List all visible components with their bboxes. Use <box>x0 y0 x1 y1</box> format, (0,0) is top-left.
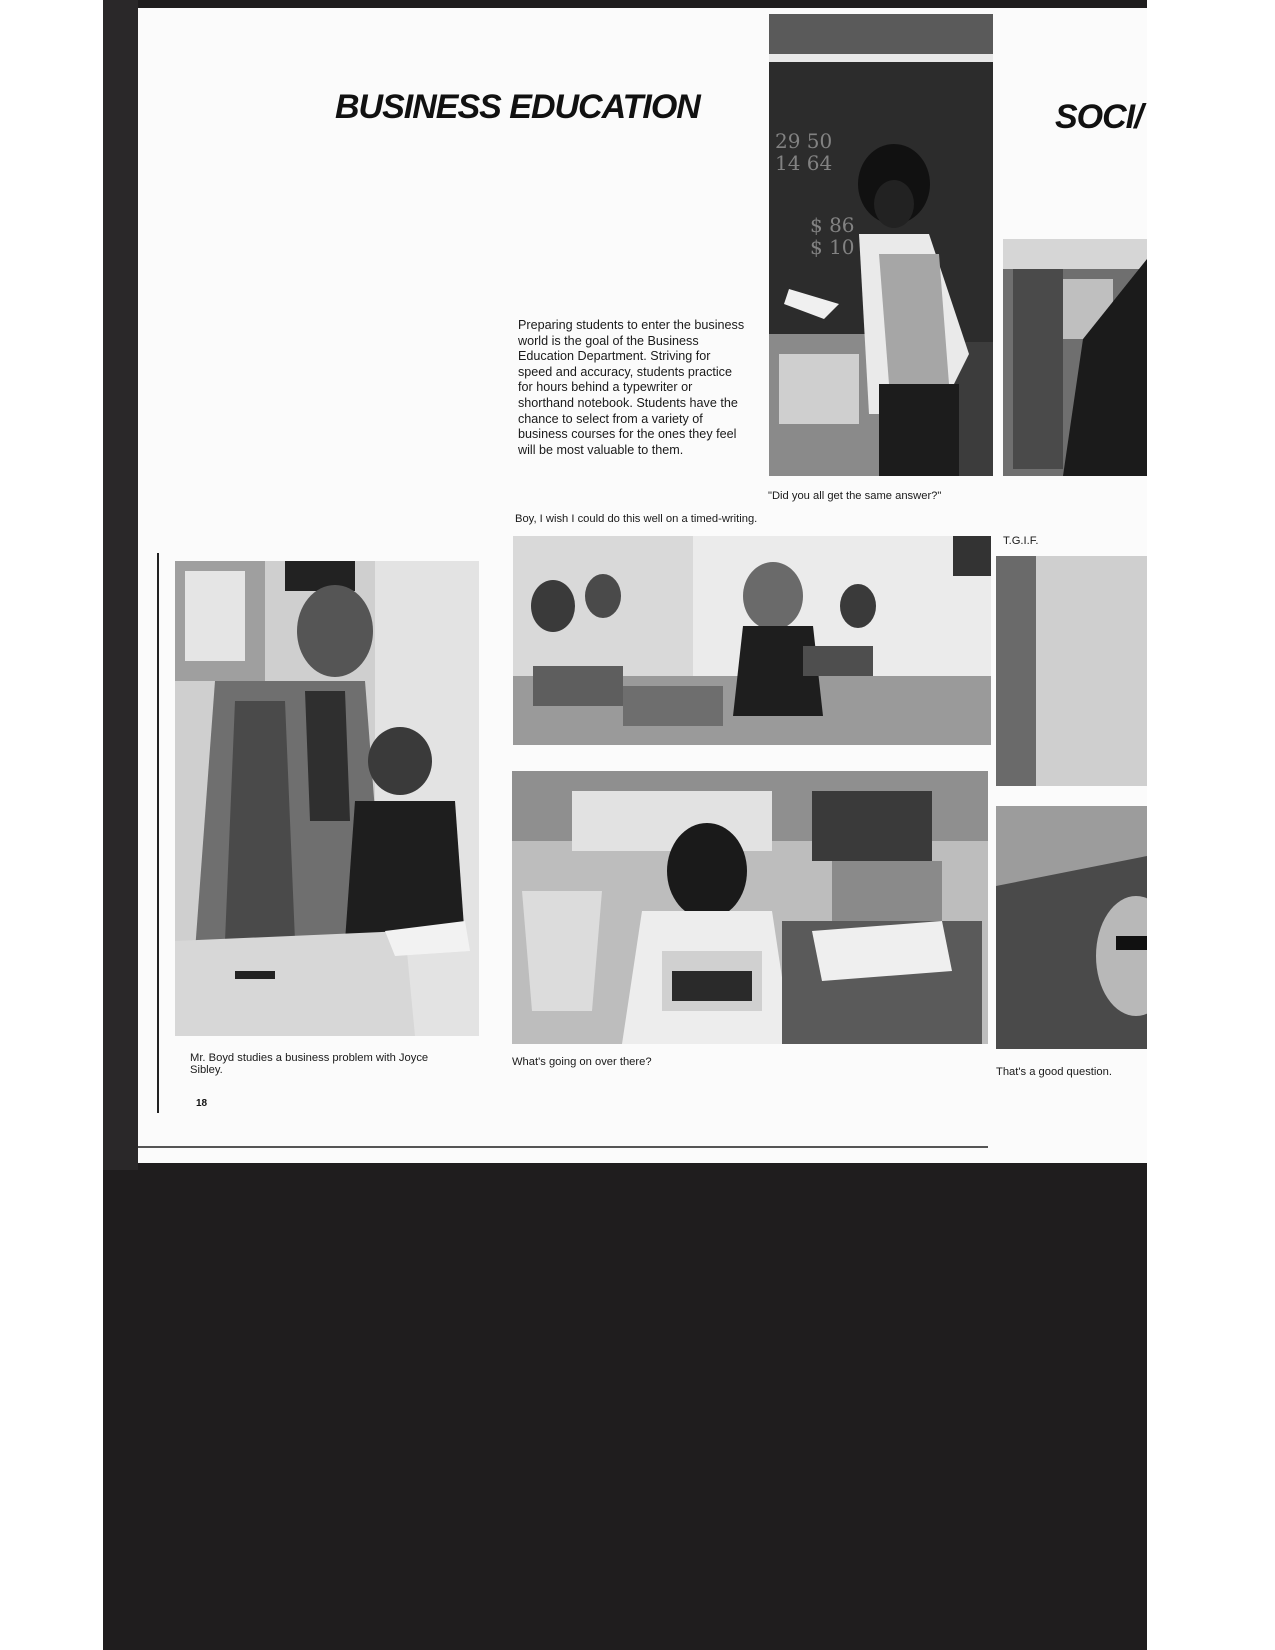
hallway-photo <box>1003 239 1147 476</box>
facing-section-title: SOCI/ <box>1055 98 1143 136</box>
mr-boyd-caption: Mr. Boyd studies a business problem with Joyce Sibley. <box>190 1052 429 1076</box>
section-title: BUSINESS EDUCATION <box>335 88 700 126</box>
timed-writing-class-photo <box>513 536 991 745</box>
chalkboard-text <box>775 130 855 258</box>
intro-paragraph: Preparing students to enter the business world is the goal of the Business Education Department. Striving for speed and accuracy, students practice for hours behind a typewriter or shorthand notebook. Students have the chance to select from a variety of business courses for the ones they feel will be most valuable to them. <box>518 318 745 457</box>
timed-writing-caption: Boy, I wish I could do this well on a timed-writing. <box>515 513 758 525</box>
chalkboard-line-4: $ 10 <box>810 235 855 259</box>
student-thinking-caption: That's a good question. <box>996 1066 1112 1078</box>
page-edge-line <box>157 553 159 1113</box>
student-thinking-photo <box>996 556 1147 1049</box>
page-number: 18 <box>196 1098 208 1109</box>
girl-at-adding-machine-photo <box>512 771 988 1044</box>
mr-boyd-with-student-photo <box>175 561 479 1036</box>
chalkboard-line-1: 29 50 <box>775 129 833 153</box>
chalkboard-line-3: $ 86 <box>810 213 855 237</box>
page-bottom-edge <box>138 1146 988 1148</box>
hallway-caption: T.G.I.F. <box>1003 535 1039 547</box>
teacher-at-chalkboard-caption: "Did you all get the same answer?" <box>768 490 942 502</box>
girl-at-adding-machine-caption: What's going on over there? <box>512 1056 652 1068</box>
binding-edge <box>103 0 138 1170</box>
chalkboard-line-2: 14 64 <box>775 151 833 175</box>
